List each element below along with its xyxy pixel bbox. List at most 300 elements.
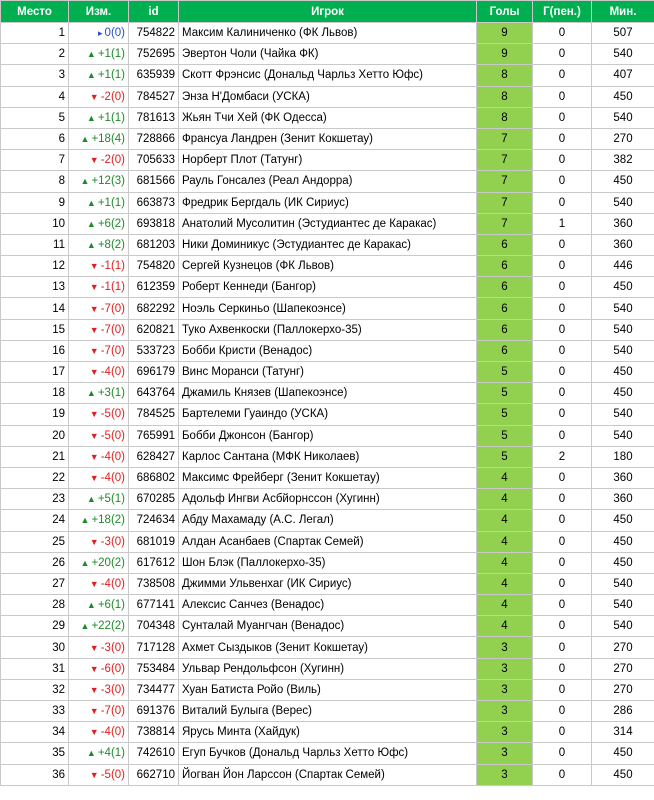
change-cell <box>69 340 129 361</box>
arrow-down-icon: ▼ <box>89 642 99 653</box>
goals-cell: 4 <box>477 552 533 573</box>
id-cell: 734477 <box>129 679 179 700</box>
player-cell: Алдан Асанбаев (Спартак Семей) <box>179 531 477 552</box>
goals-cell: 4 <box>477 531 533 552</box>
minutes-cell: 360 <box>592 467 654 488</box>
minutes-cell: 407 <box>592 65 654 86</box>
player-cell: Абду Махамаду (А.С. Легал) <box>179 510 477 531</box>
change-cell <box>69 404 129 425</box>
player-cell: Скотт Фрэнсис (Дональд Чарльз Хеттo Юфс) <box>179 65 477 86</box>
goals-cell: 5 <box>477 425 533 446</box>
table-row <box>1 446 654 467</box>
player-cell: Джимми Ульвенхаг (ИК Сириус) <box>179 573 477 594</box>
col-header-goals[interactable]: Голы <box>477 1 533 23</box>
id-cell: 752695 <box>129 44 179 65</box>
change-value: -7(0) <box>100 323 125 336</box>
table-row <box>1 107 654 128</box>
player-cell: Алексис Санчез (Венадос) <box>179 595 477 616</box>
col-header-minutes[interactable]: Мин. <box>592 1 654 23</box>
minutes-cell: 540 <box>592 425 654 446</box>
penalties-cell: 0 <box>533 65 592 86</box>
id-cell: 617612 <box>129 552 179 573</box>
table-row <box>1 764 654 785</box>
change-value: +22(2) <box>91 620 125 633</box>
change-cell <box>69 467 129 488</box>
player-cell: Туко Ахвенкоски (Паллокерхо-35) <box>179 319 477 340</box>
goals-cell: 3 <box>477 701 533 722</box>
change-cell <box>69 637 129 658</box>
goals-cell: 4 <box>477 489 533 510</box>
player-cell: Виталий Булыга (Верес) <box>179 701 477 722</box>
id-cell: 784525 <box>129 404 179 425</box>
minutes-cell: 314 <box>592 722 654 743</box>
id-cell: 533723 <box>129 340 179 361</box>
id-cell: 643764 <box>129 383 179 404</box>
table-row <box>1 86 654 107</box>
table-row <box>1 319 654 340</box>
change-value: -4(0) <box>100 366 125 379</box>
change-value: 0(0) <box>104 27 125 40</box>
id-cell: 784527 <box>129 86 179 107</box>
penalties-cell: 0 <box>533 764 592 785</box>
place-cell: 35 <box>1 743 69 764</box>
minutes-cell: 446 <box>592 256 654 277</box>
change-value: -4(0) <box>100 726 125 739</box>
change-value: -1(1) <box>100 260 125 273</box>
change-value: -4(0) <box>100 472 125 485</box>
place-cell: 9 <box>1 192 69 213</box>
arrow-down-icon: ▼ <box>89 155 99 166</box>
change-cell <box>69 595 129 616</box>
arrow-down-icon: ▼ <box>89 367 99 378</box>
change-value: -7(0) <box>100 705 125 718</box>
arrow-down-icon: ▼ <box>89 282 99 293</box>
change-value: -7(0) <box>100 344 125 357</box>
arrow-up-icon: ▲ <box>80 621 90 632</box>
place-cell: 11 <box>1 234 69 255</box>
change-cell <box>69 256 129 277</box>
change-value: -1(1) <box>100 281 125 294</box>
id-cell: 704348 <box>129 616 179 637</box>
col-header-player[interactable]: Игрок <box>179 1 477 23</box>
change-cell <box>69 319 129 340</box>
minutes-cell: 540 <box>592 616 654 637</box>
penalties-cell: 0 <box>533 743 592 764</box>
goals-cell: 7 <box>477 192 533 213</box>
col-header-id[interactable]: id <box>129 1 179 23</box>
arrow-down-icon: ▼ <box>89 684 99 695</box>
arrow-down-icon: ▼ <box>89 91 99 102</box>
change-cell <box>69 489 129 510</box>
player-cell: Рауль Гонсалез (Реал Андорра) <box>179 171 477 192</box>
minutes-cell: 540 <box>592 298 654 319</box>
player-cell: Хуан Батиста Ройо (Виль) <box>179 679 477 700</box>
player-cell: Максим Калиниченко (ФК Львов) <box>179 23 477 44</box>
penalties-cell: 0 <box>533 277 592 298</box>
change-cell <box>69 446 129 467</box>
player-cell: Карлос Сантана (МФК Николаев) <box>179 446 477 467</box>
penalties-cell: 0 <box>533 637 592 658</box>
penalties-cell: 0 <box>533 510 592 531</box>
change-value: +3(1) <box>97 387 125 400</box>
change-cell <box>69 86 129 107</box>
place-cell: 1 <box>1 23 69 44</box>
arrow-up-icon: ▲ <box>86 388 96 399</box>
minutes-cell: 450 <box>592 510 654 531</box>
arrow-down-icon: ▼ <box>89 451 99 462</box>
place-cell: 24 <box>1 510 69 531</box>
arrow-up-icon: ▲ <box>86 239 96 250</box>
minutes-cell: 270 <box>592 658 654 679</box>
table-row <box>1 489 654 510</box>
arrow-down-icon: ▼ <box>89 345 99 356</box>
arrow-up-icon: ▲ <box>86 49 96 60</box>
penalties-cell: 0 <box>533 573 592 594</box>
minutes-cell: 450 <box>592 362 654 383</box>
player-cell: Винс Моранси (Татунг) <box>179 362 477 383</box>
player-cell: Жьян Тчи Хей (ФК Одесса) <box>179 107 477 128</box>
id-cell: 753484 <box>129 658 179 679</box>
goals-cell: 5 <box>477 362 533 383</box>
goals-cell: 8 <box>477 65 533 86</box>
change-value: -6(0) <box>100 662 125 675</box>
penalties-cell: 0 <box>533 701 592 722</box>
change-value: -5(0) <box>100 768 125 781</box>
player-cell: Энза Н'Домбаси (УСКА) <box>179 86 477 107</box>
player-cell: Бобби Кристи (Венадос) <box>179 340 477 361</box>
minutes-cell: 270 <box>592 128 654 149</box>
goals-cell: 6 <box>477 298 533 319</box>
place-cell: 13 <box>1 277 69 298</box>
minutes-cell: 540 <box>592 107 654 128</box>
minutes-cell: 540 <box>592 44 654 65</box>
penalties-cell: 0 <box>533 340 592 361</box>
place-cell: 6 <box>1 128 69 149</box>
player-cell: Адольф Ингви Асбйорнссон (Хугинн) <box>179 489 477 510</box>
change-cell <box>69 425 129 446</box>
goals-cell: 6 <box>477 340 533 361</box>
change-cell <box>69 383 129 404</box>
penalties-cell: 0 <box>533 128 592 149</box>
table-row <box>1 658 654 679</box>
player-cell: Анатолий Мусолитин (Эстудиантес де Каракас) <box>179 213 477 234</box>
penalties-cell: 2 <box>533 446 592 467</box>
player-cell: Фредрик Бергдаль (ИК Сириус) <box>179 192 477 213</box>
header-row <box>1 1 654 23</box>
arrow-down-icon: ▼ <box>89 324 99 335</box>
place-cell: 20 <box>1 425 69 446</box>
place-cell: 14 <box>1 298 69 319</box>
player-cell: Ахмет Сыздыков (Зенит Кокшетау) <box>179 637 477 658</box>
goals-cell: 3 <box>477 637 533 658</box>
id-cell: 628427 <box>129 446 179 467</box>
place-cell: 5 <box>1 107 69 128</box>
place-cell: 15 <box>1 319 69 340</box>
place-cell: 27 <box>1 573 69 594</box>
goals-cell: 7 <box>477 171 533 192</box>
minutes-cell: 450 <box>592 277 654 298</box>
change-value: -7(0) <box>100 302 125 315</box>
goals-cell: 6 <box>477 256 533 277</box>
penalties-cell: 0 <box>533 658 592 679</box>
place-cell: 32 <box>1 679 69 700</box>
place-cell: 16 <box>1 340 69 361</box>
goals-cell: 5 <box>477 404 533 425</box>
penalties-cell: 0 <box>533 489 592 510</box>
penalties-cell: 0 <box>533 722 592 743</box>
change-cell <box>69 552 129 573</box>
change-cell <box>69 44 129 65</box>
penalties-cell: 0 <box>533 234 592 255</box>
change-cell <box>69 65 129 86</box>
change-cell <box>69 679 129 700</box>
id-cell: 682292 <box>129 298 179 319</box>
penalties-cell: 0 <box>533 44 592 65</box>
player-cell: Ярусь Минта (Хайдук) <box>179 722 477 743</box>
change-value: +1(1) <box>97 48 125 61</box>
id-cell: 705633 <box>129 150 179 171</box>
id-cell: 728866 <box>129 128 179 149</box>
place-cell: 4 <box>1 86 69 107</box>
change-value: +1(1) <box>97 111 125 124</box>
player-cell: Шон Блэк (Паллокерхо-35) <box>179 552 477 573</box>
id-cell: 670285 <box>129 489 179 510</box>
id-cell: 681566 <box>129 171 179 192</box>
change-value: +18(4) <box>91 133 125 146</box>
table-row <box>1 383 654 404</box>
table-row <box>1 256 654 277</box>
change-value: +6(1) <box>97 599 125 612</box>
penalties-cell: 0 <box>533 531 592 552</box>
player-cell: Ульвар Рендольфсон (Хугинн) <box>179 658 477 679</box>
goals-cell: 6 <box>477 319 533 340</box>
id-cell: 686802 <box>129 467 179 488</box>
change-value: -5(0) <box>100 429 125 442</box>
id-cell: 620821 <box>129 319 179 340</box>
id-cell: 662710 <box>129 764 179 785</box>
change-value: -3(0) <box>100 535 125 548</box>
table-row <box>1 743 654 764</box>
goals-cell: 8 <box>477 107 533 128</box>
minutes-cell: 450 <box>592 383 654 404</box>
change-value: +1(1) <box>97 196 125 209</box>
penalties-cell: 0 <box>533 362 592 383</box>
table-row <box>1 404 654 425</box>
penalties-cell: 0 <box>533 107 592 128</box>
goals-cell: 4 <box>477 573 533 594</box>
arrow-down-icon: ▼ <box>89 536 99 547</box>
arrow-up-icon: ▲ <box>86 70 96 81</box>
id-cell: 754820 <box>129 256 179 277</box>
penalties-cell: 0 <box>533 552 592 573</box>
place-cell: 25 <box>1 531 69 552</box>
id-cell: 691376 <box>129 701 179 722</box>
table-row <box>1 510 654 531</box>
table-row <box>1 128 654 149</box>
goals-cell: 7 <box>477 150 533 171</box>
arrow-down-icon: ▼ <box>89 261 99 272</box>
minutes-cell: 382 <box>592 150 654 171</box>
minutes-cell: 540 <box>592 340 654 361</box>
place-cell: 29 <box>1 616 69 637</box>
table-row <box>1 171 654 192</box>
minutes-cell: 450 <box>592 552 654 573</box>
arrow-down-icon: ▼ <box>89 727 99 738</box>
change-value: -2(0) <box>100 154 125 167</box>
goals-cell: 6 <box>477 234 533 255</box>
minutes-cell: 360 <box>592 234 654 255</box>
arrow-up-icon: ▲ <box>86 218 96 229</box>
minutes-cell: 450 <box>592 531 654 552</box>
minutes-cell: 180 <box>592 446 654 467</box>
goals-cell: 7 <box>477 213 533 234</box>
arrow-right-icon: ▸ <box>98 28 103 39</box>
change-cell <box>69 150 129 171</box>
goals-cell: 6 <box>477 277 533 298</box>
place-cell: 22 <box>1 467 69 488</box>
place-cell: 17 <box>1 362 69 383</box>
table-row <box>1 234 654 255</box>
penalties-cell: 0 <box>533 616 592 637</box>
penalties-cell: 0 <box>533 467 592 488</box>
arrow-down-icon: ▼ <box>89 430 99 441</box>
change-cell <box>69 743 129 764</box>
penalties-cell: 0 <box>533 404 592 425</box>
minutes-cell: 450 <box>592 764 654 785</box>
goals-cell: 4 <box>477 616 533 637</box>
change-value: -3(0) <box>100 683 125 696</box>
penalties-cell: 0 <box>533 383 592 404</box>
minutes-cell: 360 <box>592 213 654 234</box>
change-cell <box>69 510 129 531</box>
penalties-cell: 0 <box>533 171 592 192</box>
goals-cell: 9 <box>477 44 533 65</box>
table-row <box>1 277 654 298</box>
player-cell: Сунталай Муангчан (Венадос) <box>179 616 477 637</box>
place-cell: 33 <box>1 701 69 722</box>
change-cell <box>69 192 129 213</box>
minutes-cell: 540 <box>592 319 654 340</box>
table-row <box>1 531 654 552</box>
change-value: +8(2) <box>97 238 125 251</box>
place-cell: 12 <box>1 256 69 277</box>
change-value: +20(2) <box>91 556 125 569</box>
change-cell <box>69 213 129 234</box>
change-value: -4(0) <box>100 577 125 590</box>
place-cell: 21 <box>1 446 69 467</box>
player-cell: Норберт Плот (Татунг) <box>179 150 477 171</box>
id-cell: 635939 <box>129 65 179 86</box>
table-row <box>1 425 654 446</box>
change-cell <box>69 234 129 255</box>
table-row <box>1 298 654 319</box>
goals-cell: 5 <box>477 446 533 467</box>
goals-cell: 3 <box>477 679 533 700</box>
player-cell: Максимс Фрейберг (Зенит Кокшетау) <box>179 467 477 488</box>
place-cell: 23 <box>1 489 69 510</box>
change-cell <box>69 701 129 722</box>
arrow-up-icon: ▲ <box>80 134 90 145</box>
minutes-cell: 540 <box>592 595 654 616</box>
minutes-cell: 270 <box>592 679 654 700</box>
id-cell: 724634 <box>129 510 179 531</box>
col-header-change[interactable]: Изм. <box>69 1 129 23</box>
change-value: -3(0) <box>100 641 125 654</box>
table-row <box>1 552 654 573</box>
arrow-down-icon: ▼ <box>89 663 99 674</box>
change-cell <box>69 531 129 552</box>
change-value: +4(1) <box>97 747 125 760</box>
penalties-cell: 1 <box>533 213 592 234</box>
id-cell: 754822 <box>129 23 179 44</box>
change-cell <box>69 722 129 743</box>
goals-cell: 4 <box>477 510 533 531</box>
player-cell: Йогван Йон Ларссон (Спартак Семей) <box>179 764 477 785</box>
place-cell: 7 <box>1 150 69 171</box>
id-cell: 612359 <box>129 277 179 298</box>
place-cell: 36 <box>1 764 69 785</box>
player-cell: Бобби Джонсон (Бангор) <box>179 425 477 446</box>
goals-cell: 5 <box>477 383 533 404</box>
arrow-down-icon: ▼ <box>89 409 99 420</box>
col-header-place[interactable]: Место <box>1 1 69 23</box>
arrow-down-icon: ▼ <box>89 473 99 484</box>
table-row <box>1 150 654 171</box>
minutes-cell: 286 <box>592 701 654 722</box>
id-cell: 681019 <box>129 531 179 552</box>
change-value: -4(0) <box>100 450 125 463</box>
player-cell: Эвертон Чоли (Чайка ФК) <box>179 44 477 65</box>
place-cell: 28 <box>1 595 69 616</box>
change-value: +5(1) <box>97 493 125 506</box>
table-row <box>1 637 654 658</box>
goals-cell: 4 <box>477 467 533 488</box>
minutes-cell: 270 <box>592 637 654 658</box>
id-cell: 781613 <box>129 107 179 128</box>
table-row <box>1 573 654 594</box>
penalties-cell: 0 <box>533 298 592 319</box>
change-value: -2(0) <box>100 90 125 103</box>
player-cell: Егуп Бучков (Дональд Чарльз Хеттo Юфс) <box>179 743 477 764</box>
place-cell: 26 <box>1 552 69 573</box>
penalties-cell: 0 <box>533 319 592 340</box>
arrow-down-icon: ▼ <box>89 706 99 717</box>
table-row <box>1 44 654 65</box>
table-row <box>1 362 654 383</box>
change-value: +12(3) <box>91 175 125 188</box>
table-row <box>1 467 654 488</box>
penalties-cell: 0 <box>533 150 592 171</box>
goals-cell: 3 <box>477 743 533 764</box>
arrow-up-icon: ▲ <box>86 748 96 759</box>
col-header-penalties[interactable]: Г(пен.) <box>533 1 592 23</box>
table-row <box>1 701 654 722</box>
id-cell: 765991 <box>129 425 179 446</box>
change-cell <box>69 128 129 149</box>
penalties-cell: 0 <box>533 679 592 700</box>
id-cell: 663873 <box>129 192 179 213</box>
change-cell <box>69 658 129 679</box>
minutes-cell: 540 <box>592 573 654 594</box>
arrow-up-icon: ▲ <box>80 176 90 187</box>
minutes-cell: 507 <box>592 23 654 44</box>
goals-cell: 9 <box>477 23 533 44</box>
player-cell: Сергей Кузнецов (ФК Львов) <box>179 256 477 277</box>
table-row <box>1 340 654 361</box>
place-cell: 19 <box>1 404 69 425</box>
table-row <box>1 595 654 616</box>
change-value: +18(2) <box>91 514 125 527</box>
